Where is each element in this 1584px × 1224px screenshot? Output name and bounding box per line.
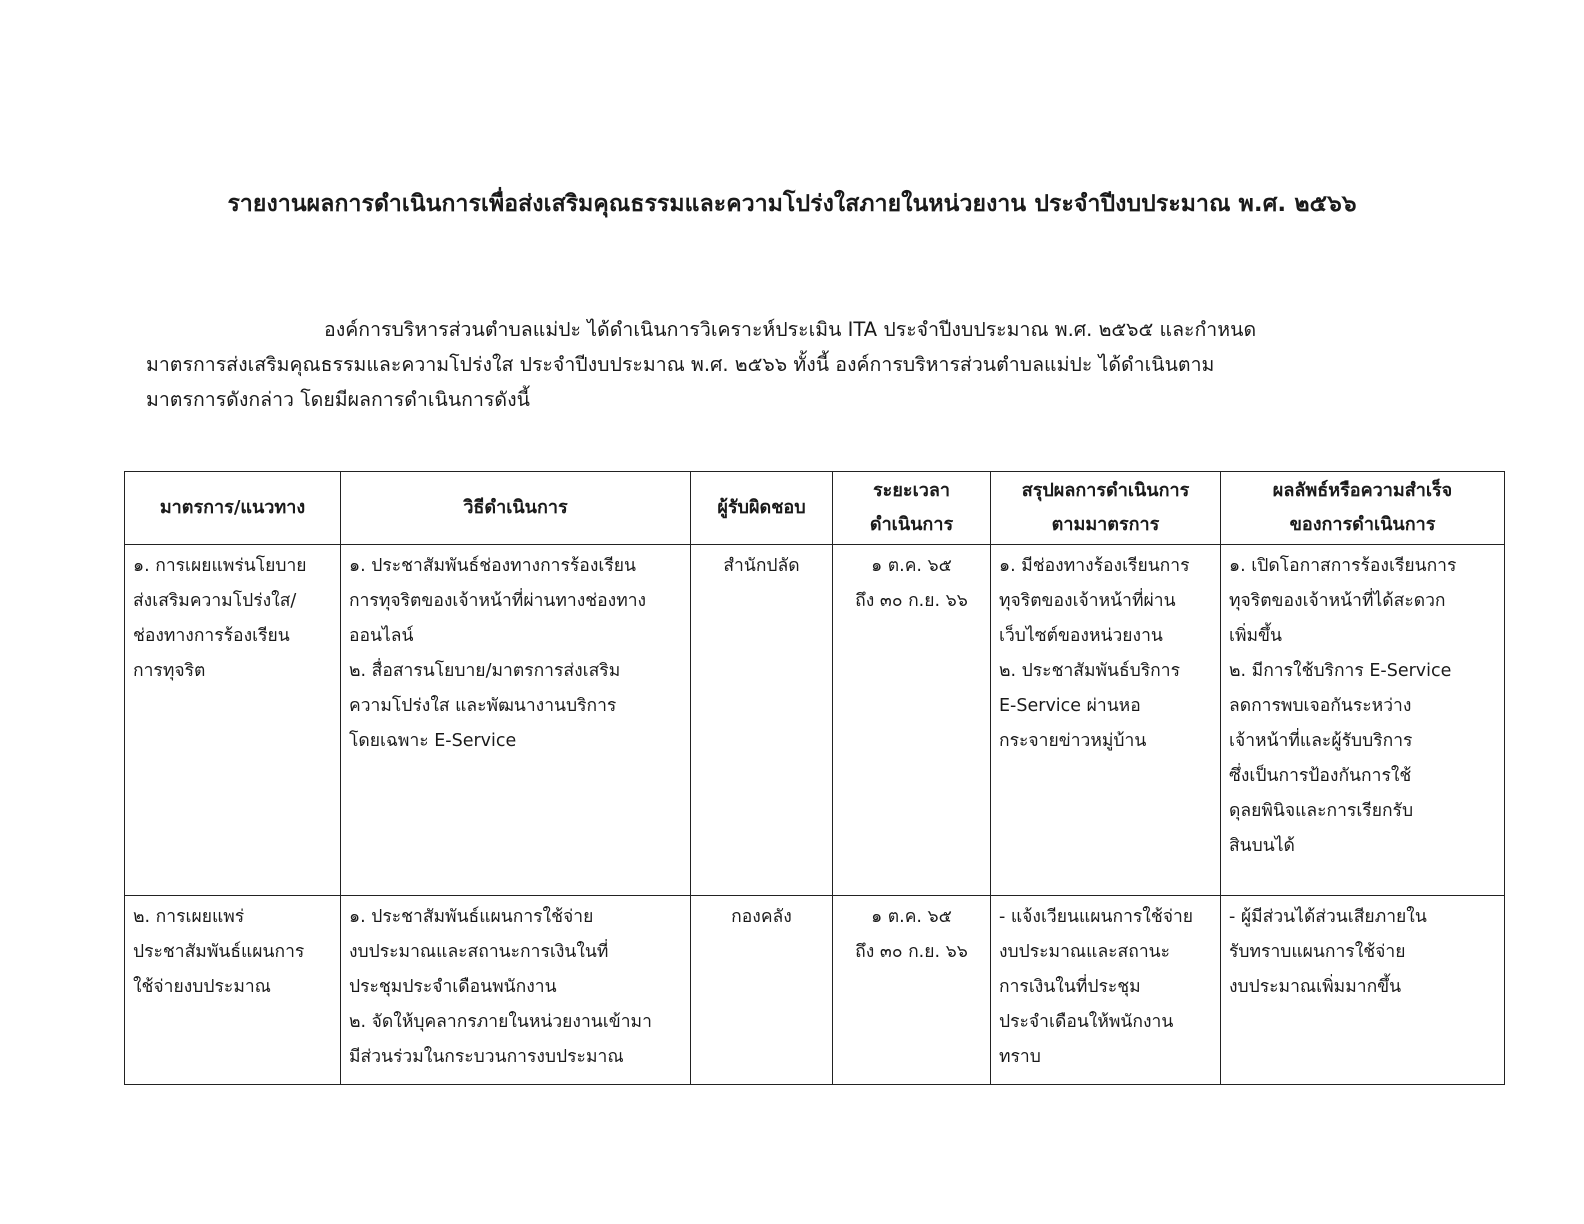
cell-owner: สำนักปลัด [691,545,833,896]
intro-paragraph [146,312,1446,417]
header-method: วิธีดำเนินการ [341,472,691,545]
cell-measure: ๒. การเผยแพร่ ประชาสัมพันธ์แผนการ ใช้จ่ายงบประมาณ [125,896,341,1085]
cell-period: ๑ ต.ค. ๖๕ ถึง ๓๐ ก.ย. ๖๖ [833,896,991,1085]
cell-method: ๑. ประชาสัมพันธ์ช่องทางการร้องเรียน การทุจริตของเจ้าหน้าที่ผ่านทางช่องทาง ออนไลน์ ๒. สื่อสารนโยบาย/มาตรการส่งเสริม ความโปร่งใส และพัฒนางานบริการ โดยเฉพาะ E-Service [341,545,691,896]
table-row [125,545,1505,896]
document-title: รายงานผลการดำเนินการเพื่อส่งเสริมคุณธรรมและความโปร่งใสภายในหน่วยงาน ประจำปีงบประมาณ พ.ศ. ๒๕๖๖ [227,191,1357,217]
header-summary: สรุปผลการดำเนินการ ตามมาตรการ [991,472,1221,545]
cell-period: ๑ ต.ค. ๖๕ ถึง ๓๐ ก.ย. ๖๖ [833,545,991,896]
cell-method: ๑. ประชาสัมพันธ์แผนการใช้จ่าย งบประมาณและสถานะการเงินในที่ ประชุมประจำเดือนพนักงาน ๒. จัดให้บุคลากรภายในหน่วยงานเข้ามา มีส่วนร่วมในกระบวนการงบประมาณ [341,896,691,1085]
cell-summary: ๑. มีช่องทางร้องเรียนการ ทุจริตของเจ้าหน้าที่ผ่าน เว็บไซต์ของหน่วยงาน ๒. ประชาสัมพันธ์บริการ E-Service ผ่านหอ กระจายข่าวหมู่บ้าน [991,545,1221,896]
intro-line: องค์การบริหารส่วนตำบลแม่ปะ ได้ดำเนินการวิเคราะห์ประเมิน ITA ประจำปีงบประมาณ พ.ศ. ๒๕๖๕ และกำหนด [324,318,1257,341]
cell-result: ๑. เปิดโอกาสการร้องเรียนการ ทุจริตของเจ้าหน้าที่ได้สะดวก เพิ่มขึ้น ๒. มีการใช้บริการ E-Service ลดการพบเจอกันระหว่าง เจ้าหน้าที่และผู้รับบริการ ซึ่งเป็นการป้องกันการใช้ ดุลยพินิจและการเรียกรับ สินบนได้ [1221,545,1505,896]
header-owner: ผู้รับผิดชอบ [691,472,833,545]
cell-summary: - แจ้งเวียนแผนการใช้จ่าย งบประมาณและสถานะ การเงินในที่ประชุม ประจำเดือนให้พนักงาน ทราบ [991,896,1221,1085]
cell-measure: ๑. การเผยแพร่นโยบาย ส่งเสริมความโปร่งใส/ ช่องทางการร้องเรียน การทุจริต [125,545,341,896]
cell-result: - ผู้มีส่วนได้ส่วนเสียภายใน รับทราบแผนการใช้จ่าย งบประมาณเพิ่มมากขึ้น [1221,896,1505,1085]
intro-line: มาตรการดังกล่าว โดยมีผลการดำเนินการดังนี้ [146,388,530,411]
header-measure: มาตรการ/แนวทาง [125,472,341,545]
table-row [125,896,1505,1085]
measures-table [124,471,1505,1085]
cell-owner: กองคลัง [691,896,833,1085]
header-result: ผลลัพธ์หรือความสำเร็จ ของการดำเนินการ [1221,472,1505,545]
table-header-row [125,472,1505,545]
intro-line: มาตรการส่งเสริมคุณธรรมและความโปร่งใส ประจำปีงบประมาณ พ.ศ. ๒๕๖๖ ทั้งนี้ องค์การบริหารส่วนตำบลแม่ปะ ได้ดำเนินตาม [146,353,1215,376]
header-period: ระยะเวลา ดำเนินการ [833,472,991,545]
